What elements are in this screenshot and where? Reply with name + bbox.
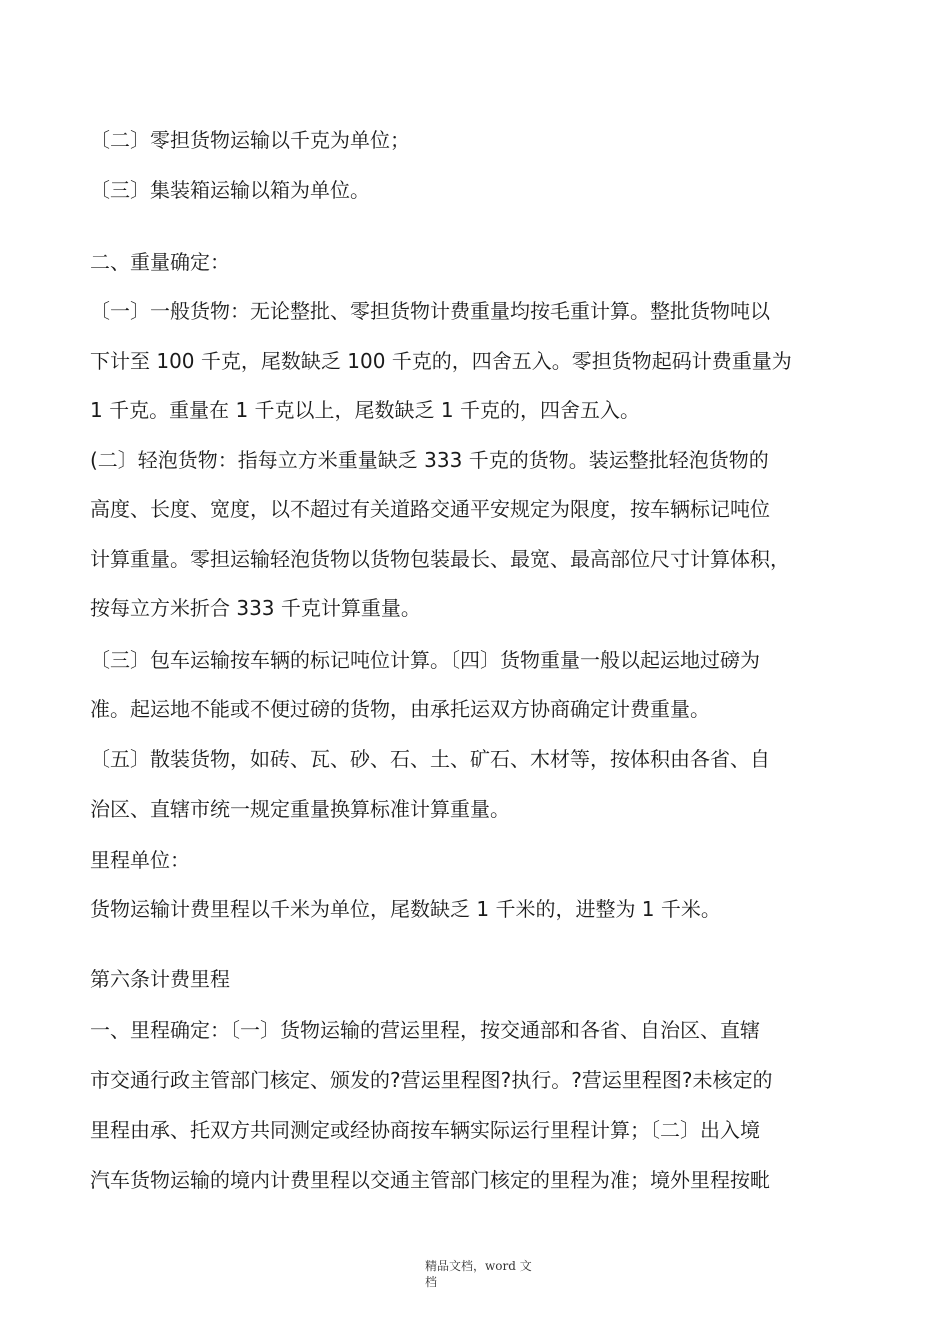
paragraph-line: 一、里程确定：〔一〕货物运输的营运里程，按交通部和各省、自治区、直辖: [90, 1018, 760, 1042]
paragraph-line: 下计至 100 千克，尾数缺乏 100 千克的，四舍五入。零担货物起码计费重量为: [90, 349, 792, 373]
paragraph-line: 〔三〕集装箱运输以箱为单位。: [90, 178, 370, 202]
paragraph-line: 治区、直辖市统一规定重量换算标准计算重量。: [90, 797, 510, 821]
paragraph-line: (二〕轻泡货物：指每立方米重量缺乏 333 千克的货物。装运整批轻泡货物的: [90, 448, 769, 472]
paragraph-line: 1 千克。重量在 1 千克以上，尾数缺乏 1 千克的，四舍五入。: [90, 398, 640, 422]
section-heading: 里程单位：: [90, 848, 190, 872]
paragraph-line: 准。起运地不能或不便过磅的货物，由承托运双方协商确定计费重量。: [90, 697, 710, 721]
paragraph-line: 高度、长度、宽度，以不超过有关道路交通平安规定为限度，按车辆标记吨位: [90, 497, 770, 521]
paragraph-line: 〔三〕包车运输按车辆的标记吨位计算。〔四〕货物重量一般以起运地过磅为: [90, 648, 760, 672]
paragraph-line: 〔五〕散装货物，如砖、瓦、砂、石、土、矿石、木材等，按体积由各省、自: [90, 747, 770, 771]
paragraph-line: 货物运输计费里程以千米为单位，尾数缺乏 1 千米的，进整为 1 千米。: [90, 897, 721, 921]
page-footer: [425, 1258, 545, 1290]
article-heading: 第六条计费里程: [90, 967, 230, 991]
paragraph-line: 汽车货物运输的境内计费里程以交通主管部门核定的里程为准；境外里程按毗: [90, 1168, 770, 1192]
footer-text-line: 精品文档，word 文: [425, 1259, 532, 1273]
paragraph-line: 计算重量。零担运输轻泡货物以货物包装最长、最宽、最高部位尺寸计算体积，: [90, 547, 790, 571]
footer-text-line: 档: [425, 1275, 438, 1289]
paragraph-line: 里程由承、托双方共同测定或经协商按车辆实际运行里程计算；〔二〕出入境: [90, 1118, 760, 1142]
paragraph-line: 〔二〕零担货物运输以千克为单位；: [90, 128, 410, 152]
section-heading: 二、重量确定：: [90, 250, 230, 274]
paragraph-line: 〔一〕一般货物：无论整批、零担货物计费重量均按毛重计算。整批货物吨以: [90, 299, 770, 323]
paragraph-line: 按每立方米折合 333 千克计算重量。: [90, 596, 421, 620]
paragraph-line: 市交通行政主管部门核定、颁发的?营运里程图?执行。?营运里程图?未核定的: [90, 1068, 773, 1092]
